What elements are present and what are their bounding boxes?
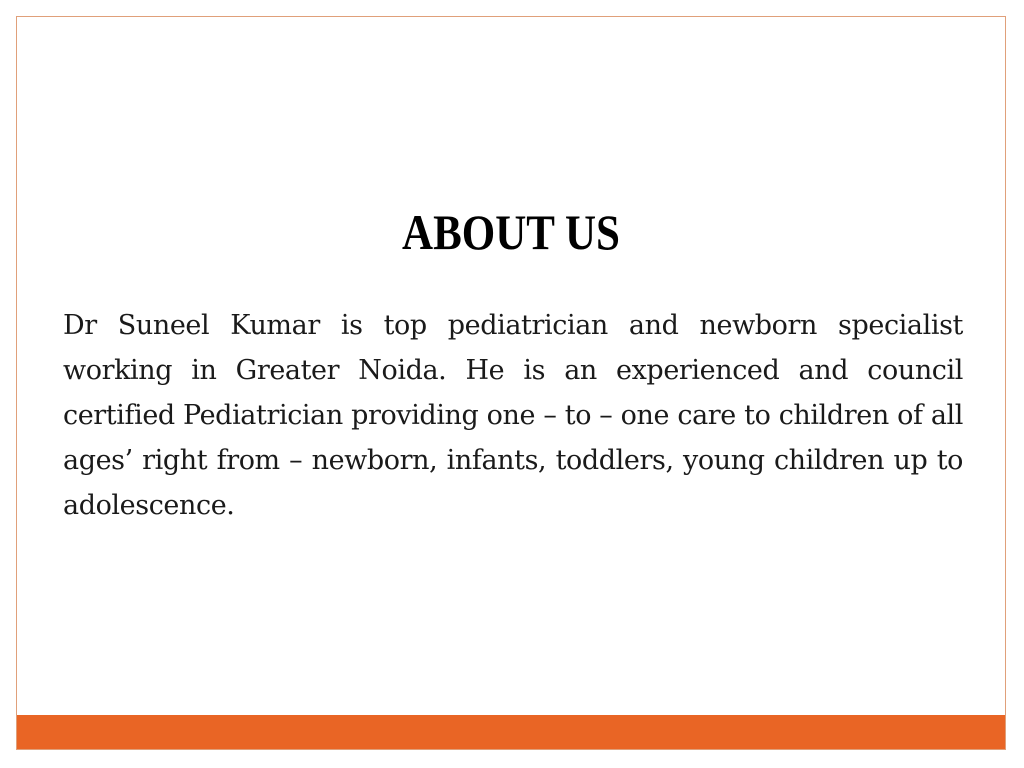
slide-frame [16,16,1006,750]
slide-title: ABOUT US [402,204,620,260]
accent-bar [17,715,1005,749]
about-paragraph: Dr Suneel Kumar is top pediatrician and newborn specialist working in Greater Noida. He is an experienced and council certified Pediatrician providing one – to – one care to children of all ages’ right from – newborn, infants, toddlers, young children up to adolescence. [63,310,963,521]
